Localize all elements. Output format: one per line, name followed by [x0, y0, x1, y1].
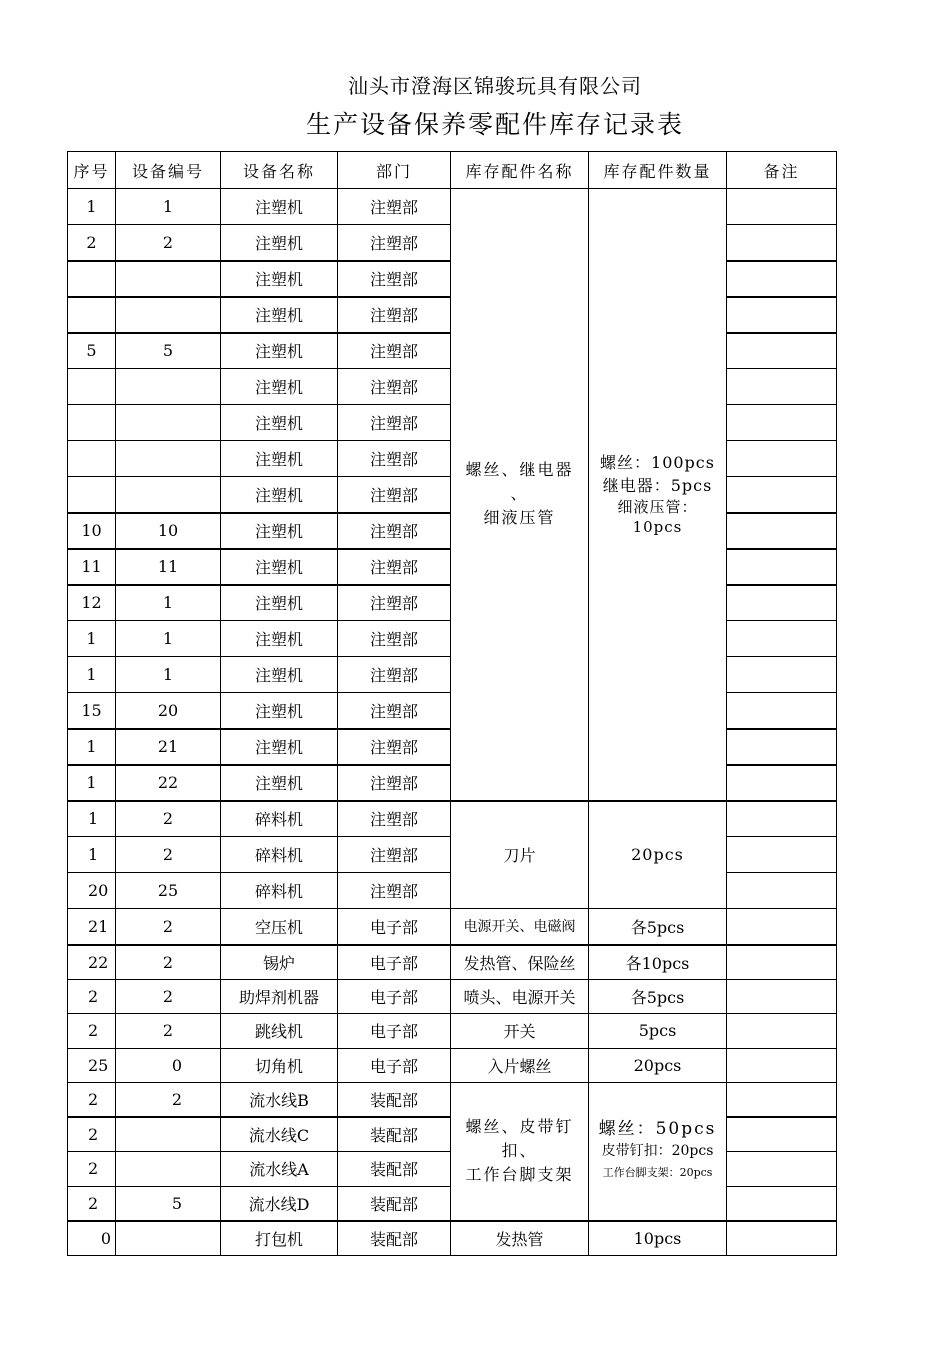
column-header: 库存配件数量	[589, 152, 727, 189]
parts-qty-cell: 10pcs	[589, 1221, 727, 1256]
code-cell: 1	[116, 585, 221, 621]
seq-cell	[68, 261, 116, 297]
department-cell: 注塑部	[338, 657, 451, 693]
code-cell: 2	[116, 1014, 221, 1049]
seq-cell: 0	[68, 1221, 116, 1256]
department-cell: 注塑部	[338, 405, 451, 441]
seq-cell: 25	[68, 1048, 116, 1083]
table-row	[68, 945, 837, 980]
column-header: 序号	[68, 152, 116, 189]
table-row	[68, 1048, 837, 1083]
equipment-name-cell: 注塑机	[221, 513, 338, 549]
department-cell: 电子部	[338, 909, 451, 945]
remark-cell	[727, 945, 837, 980]
code-cell: 1	[116, 189, 221, 225]
equipment-name-cell: 注塑机	[221, 369, 338, 405]
seq-cell: 2	[68, 1117, 116, 1152]
parts-qty-cell: 20pcs	[589, 1048, 727, 1083]
remark-cell	[727, 979, 837, 1014]
equipment-name-cell: 注塑机	[221, 441, 338, 477]
remark-cell	[727, 909, 837, 945]
equipment-name-cell: 打包机	[221, 1221, 338, 1256]
seq-cell: 12	[68, 585, 116, 621]
code-cell: 1	[116, 621, 221, 657]
remark-cell	[727, 1083, 837, 1118]
code-cell	[116, 405, 221, 441]
seq-cell	[68, 441, 116, 477]
equipment-name-cell: 注塑机	[221, 477, 338, 513]
equipment-name-cell: 流水线D	[221, 1186, 338, 1221]
parts-name-cell: 电源开关、电磁阀	[451, 909, 589, 945]
department-cell: 装配部	[338, 1221, 451, 1256]
code-cell: 21	[116, 729, 221, 765]
parts-qty-cell: 5pcs	[589, 1014, 727, 1049]
equipment-name-cell: 注塑机	[221, 189, 338, 225]
remark-cell	[727, 729, 837, 765]
code-cell: 2	[116, 1083, 221, 1118]
seq-cell: 2	[68, 1014, 116, 1049]
parts-name-cell: 入片螺丝	[451, 1048, 589, 1083]
table-row	[68, 979, 837, 1014]
code-cell	[116, 297, 221, 333]
remark-cell	[727, 873, 837, 909]
department-cell: 注塑部	[338, 621, 451, 657]
parts-qty-cell: 各5pcs	[589, 979, 727, 1014]
seq-cell: 2	[68, 1152, 116, 1187]
parts-line: 、	[510, 484, 529, 504]
seq-cell: 2	[68, 225, 116, 261]
equipment-name-cell: 切角机	[221, 1048, 338, 1083]
qty-line: 10pcs	[632, 518, 683, 537]
remark-cell	[727, 225, 837, 261]
parts-name-cell	[451, 189, 589, 801]
remark-cell	[727, 1014, 837, 1049]
department-cell: 电子部	[338, 1048, 451, 1083]
column-header: 备注	[727, 152, 837, 189]
code-cell	[116, 477, 221, 513]
qty-line: 皮带钉扣：20pcs	[601, 1143, 714, 1160]
seq-cell	[68, 297, 116, 333]
table-row	[68, 189, 837, 225]
code-cell: 2	[116, 979, 221, 1014]
seq-cell: 1	[68, 801, 116, 837]
department-cell: 注塑部	[338, 549, 451, 585]
remark-cell	[727, 549, 837, 585]
department-cell: 注塑部	[338, 585, 451, 621]
parts-line: 扣、	[501, 1141, 538, 1161]
code-cell: 2	[116, 837, 221, 873]
parts-name-cell: 喷头、电源开关	[451, 979, 589, 1014]
table-row	[68, 801, 837, 837]
code-cell: 5	[116, 333, 221, 369]
department-cell: 电子部	[338, 1014, 451, 1049]
code-cell	[116, 1117, 221, 1152]
column-header: 库存配件名称	[451, 152, 589, 189]
parts-qty-cell	[589, 1083, 727, 1221]
code-cell: 2	[116, 801, 221, 837]
parts-name-cell: 刀片	[451, 801, 589, 909]
remark-cell	[727, 261, 837, 297]
code-cell	[116, 441, 221, 477]
equipment-name-cell: 空压机	[221, 909, 338, 945]
code-cell: 22	[116, 765, 221, 801]
parts-line: 工作台脚支架	[465, 1165, 574, 1185]
equipment-name-cell: 注塑机	[221, 405, 338, 441]
code-cell	[116, 1152, 221, 1187]
department-cell: 装配部	[338, 1186, 451, 1221]
equipment-name-cell: 注塑机	[221, 297, 338, 333]
equipment-name-cell: 注塑机	[221, 621, 338, 657]
parts-qty-cell: 各5pcs	[589, 909, 727, 945]
parts-line: 细液压管	[483, 508, 556, 528]
remark-cell	[727, 1048, 837, 1083]
table-row	[68, 909, 837, 945]
qty-line: 螺丝：100pcs	[600, 453, 715, 473]
code-cell	[116, 369, 221, 405]
table-header-row	[68, 152, 837, 189]
remark-cell	[727, 333, 837, 369]
department-cell: 注塑部	[338, 369, 451, 405]
code-cell: 25	[116, 873, 221, 909]
remark-cell	[727, 1221, 837, 1256]
parts-name-cell: 发热管	[451, 1221, 589, 1256]
column-header: 设备名称	[221, 152, 338, 189]
seq-cell: 1	[68, 657, 116, 693]
remark-cell	[727, 405, 837, 441]
seq-cell: 15	[68, 693, 116, 729]
equipment-name-cell: 注塑机	[221, 765, 338, 801]
column-header: 设备编号	[116, 152, 221, 189]
inventory-table	[67, 151, 837, 1256]
department-cell: 装配部	[338, 1083, 451, 1118]
remark-cell	[727, 693, 837, 729]
department-cell: 注塑部	[338, 297, 451, 333]
code-cell: 1	[116, 657, 221, 693]
qty-line: 工作台脚支架：20pcs	[602, 1166, 713, 1180]
equipment-name-cell: 注塑机	[221, 549, 338, 585]
code-cell	[116, 1221, 221, 1256]
code-cell: 5	[116, 1186, 221, 1221]
code-cell: 0	[116, 1048, 221, 1083]
remark-cell	[727, 441, 837, 477]
department-cell: 注塑部	[338, 873, 451, 909]
remark-cell	[727, 513, 837, 549]
department-cell: 注塑部	[338, 837, 451, 873]
department-cell: 装配部	[338, 1117, 451, 1152]
remark-cell	[727, 765, 837, 801]
seq-cell: 22	[68, 945, 116, 980]
code-cell: 20	[116, 693, 221, 729]
department-cell: 注塑部	[338, 801, 451, 837]
parts-name-cell: 发热管、保险丝	[451, 945, 589, 980]
seq-cell: 21	[68, 909, 116, 945]
seq-cell	[68, 477, 116, 513]
remark-cell	[727, 189, 837, 225]
parts-name-cell: 开关	[451, 1014, 589, 1049]
equipment-name-cell: 注塑机	[221, 225, 338, 261]
department-cell: 注塑部	[338, 477, 451, 513]
remark-cell	[727, 801, 837, 837]
remark-cell	[727, 297, 837, 333]
code-cell: 11	[116, 549, 221, 585]
remark-cell	[727, 837, 837, 873]
remark-cell	[727, 477, 837, 513]
qty-line: 继电器：5pcs	[602, 476, 713, 496]
seq-cell: 11	[68, 549, 116, 585]
parts-qty-cell: 各10pcs	[589, 945, 727, 980]
equipment-name-cell: 注塑机	[221, 657, 338, 693]
code-cell: 10	[116, 513, 221, 549]
company-name: 汕头市澄海区锦骏玩具有限公司	[348, 74, 642, 98]
remark-cell	[727, 1117, 837, 1152]
equipment-name-cell: 注塑机	[221, 261, 338, 297]
table-row	[68, 1221, 837, 1256]
code-cell: 2	[116, 945, 221, 980]
department-cell: 注塑部	[338, 441, 451, 477]
remark-cell	[727, 657, 837, 693]
seq-cell: 1	[68, 189, 116, 225]
equipment-name-cell: 助焊剂机器	[221, 979, 338, 1014]
department-cell: 注塑部	[338, 693, 451, 729]
seq-cell	[68, 369, 116, 405]
seq-cell: 1	[68, 621, 116, 657]
table-row	[68, 1014, 837, 1049]
department-cell: 注塑部	[338, 729, 451, 765]
column-header: 部门	[338, 152, 451, 189]
seq-cell: 10	[68, 513, 116, 549]
parts-line: 螺丝、皮带钉	[465, 1117, 574, 1137]
equipment-name-cell: 流水线A	[221, 1152, 338, 1187]
department-cell: 电子部	[338, 979, 451, 1014]
parts-line: 螺丝、继电器	[465, 460, 574, 480]
equipment-name-cell: 跳线机	[221, 1014, 338, 1049]
department-cell: 注塑部	[338, 261, 451, 297]
code-cell	[116, 261, 221, 297]
parts-qty-cell	[589, 189, 727, 801]
equipment-name-cell: 注塑机	[221, 585, 338, 621]
equipment-name-cell: 碎料机	[221, 837, 338, 873]
department-cell: 注塑部	[338, 333, 451, 369]
qty-line: 细液压管：	[617, 498, 698, 517]
remark-cell	[727, 369, 837, 405]
seq-cell: 2	[68, 1083, 116, 1118]
department-cell: 注塑部	[338, 189, 451, 225]
equipment-name-cell: 碎料机	[221, 873, 338, 909]
department-cell: 注塑部	[338, 765, 451, 801]
department-cell: 注塑部	[338, 513, 451, 549]
remark-cell	[727, 621, 837, 657]
equipment-name-cell: 流水线C	[221, 1117, 338, 1152]
seq-cell: 20	[68, 873, 116, 909]
department-cell: 电子部	[338, 945, 451, 980]
seq-cell: 5	[68, 333, 116, 369]
code-cell: 2	[116, 225, 221, 261]
table-row	[68, 1083, 837, 1118]
seq-cell: 2	[68, 1186, 116, 1221]
equipment-name-cell: 锡炉	[221, 945, 338, 980]
seq-cell: 1	[68, 765, 116, 801]
seq-cell: 1	[68, 837, 116, 873]
page-title: 生产设备保养零配件库存记录表	[305, 110, 684, 139]
equipment-name-cell: 注塑机	[221, 729, 338, 765]
equipment-name-cell: 注塑机	[221, 693, 338, 729]
code-cell: 2	[116, 909, 221, 945]
remark-cell	[727, 1186, 837, 1221]
seq-cell: 2	[68, 979, 116, 1014]
seq-cell	[68, 405, 116, 441]
parts-name-cell	[451, 1083, 589, 1221]
equipment-name-cell: 注塑机	[221, 333, 338, 369]
remark-cell	[727, 585, 837, 621]
equipment-name-cell: 碎料机	[221, 801, 338, 837]
seq-cell: 1	[68, 729, 116, 765]
qty-line: 螺丝：50pcs	[598, 1119, 717, 1140]
equipment-name-cell: 流水线B	[221, 1083, 338, 1118]
department-cell: 注塑部	[338, 225, 451, 261]
department-cell: 装配部	[338, 1152, 451, 1187]
remark-cell	[727, 1152, 837, 1187]
parts-qty-cell: 20pcs	[589, 801, 727, 909]
